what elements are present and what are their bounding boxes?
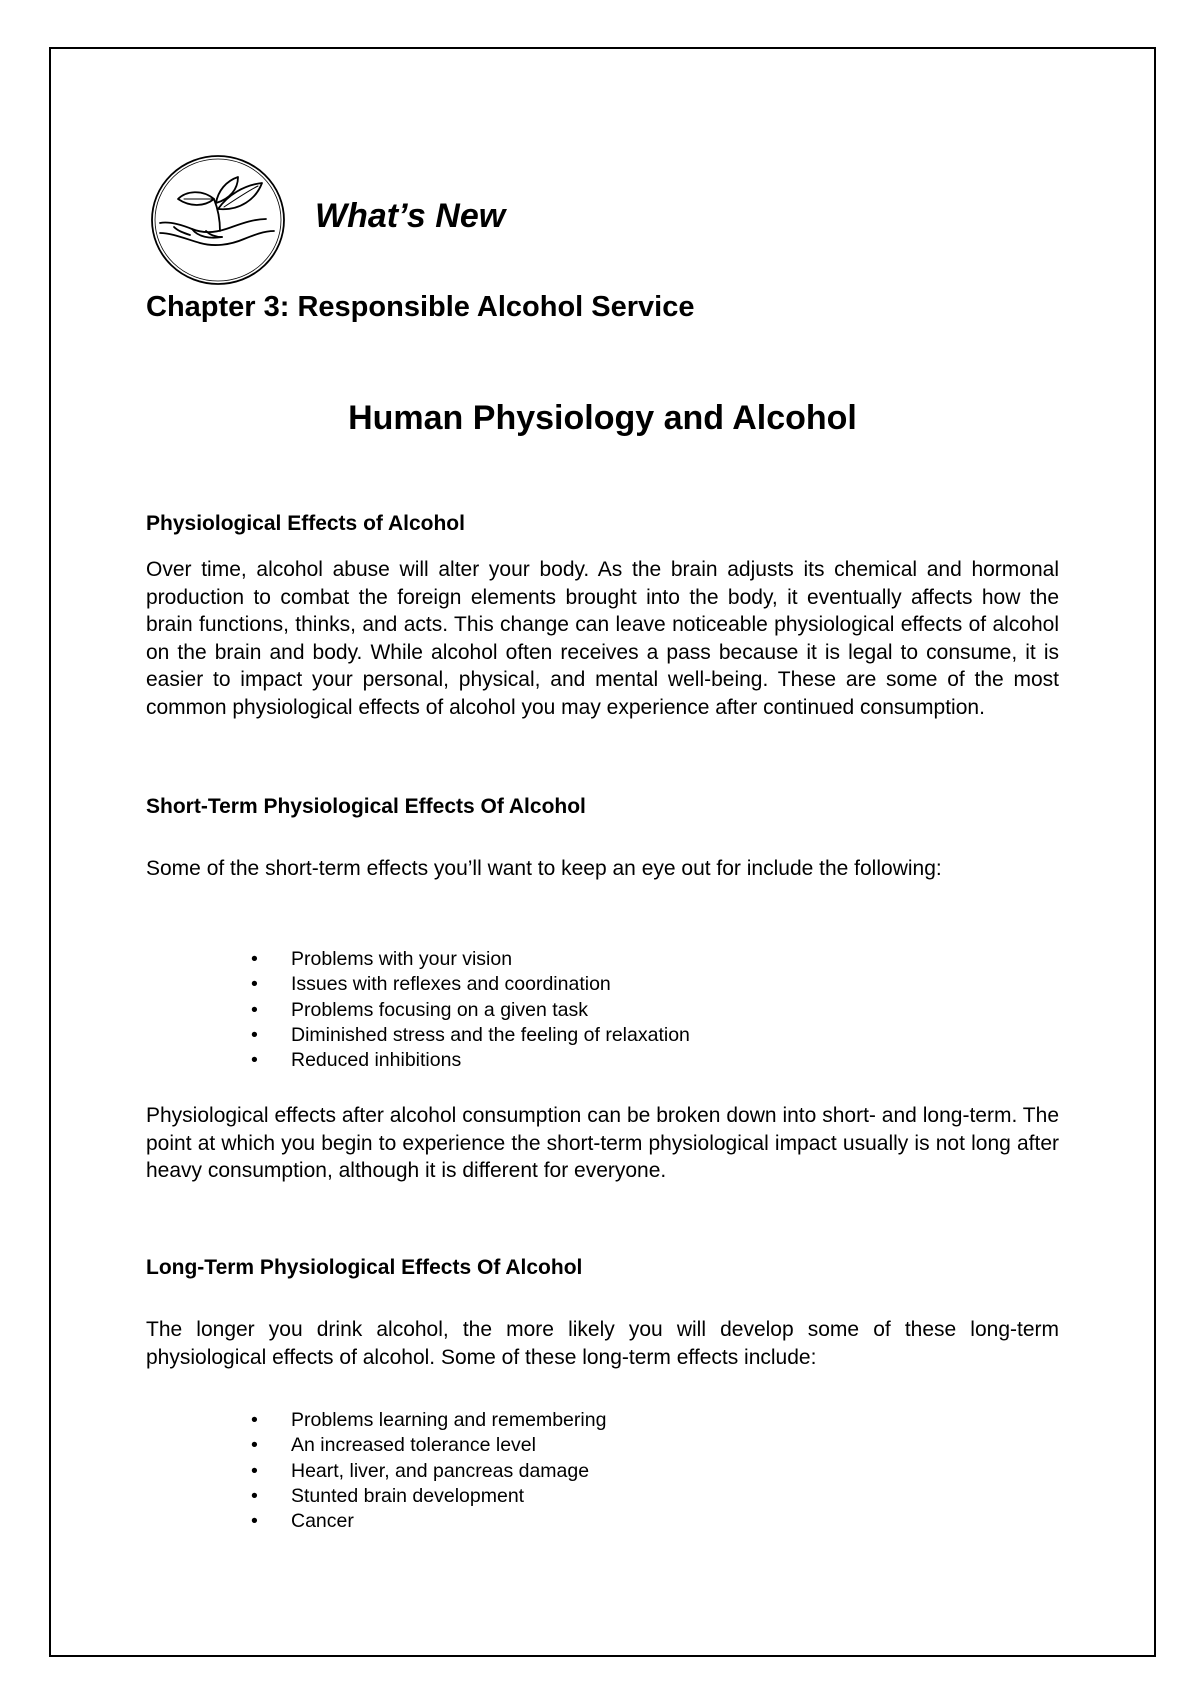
seedling-in-hand-icon — [148, 153, 288, 287]
list-item: • An increased tolerance level — [251, 1433, 606, 1458]
list-item: • Problems learning and remembering — [251, 1408, 606, 1433]
paragraph-long-term-intro: The longer you drink alcohol, the more likely you will develop some of these long-term physiological effects of alcohol. Some of these long-term effects include: — [146, 1318, 1059, 1369]
list-item: • Heart, liver, and pancreas damage — [251, 1459, 606, 1484]
list-item: • Problems focusing on a given task — [251, 998, 690, 1023]
list-item: • Problems with your vision — [251, 947, 690, 972]
long-term-effects-list — [251, 1408, 606, 1534]
list-item: • Diminished stress and the feeling of relaxation — [251, 1023, 690, 1048]
list-item: • Issues with reflexes and coordination — [251, 972, 690, 997]
list-item: • Reduced inhibitions — [251, 1048, 690, 1073]
paragraph-physiological-effects: Over time, alcohol abuse will alter your body. As the brain adjusts its chemical and hormonal production to combat the foreign elements brought into the body, it eventually affects how the brain functions, thinks, and acts. This change can leave noticeable physiological effects of alcohol on the brain and body. While alcohol often receives a pass because it is legal to consume, it is easier to impact your personal, physical, and mental well-being. These are some of the most common physiological effects of alcohol you may experience after continued consumption. — [146, 558, 1059, 719]
list-item: • Stunted brain development — [251, 1484, 606, 1509]
paragraph-short-term-intro: Some of the short-term effects you’ll want to keep an eye out for include the following: — [146, 857, 942, 880]
list-item: • Cancer — [251, 1509, 606, 1534]
short-term-effects-list — [251, 947, 690, 1073]
paragraph-short-term-closing: Physiological effects after alcohol consumption can be broken down into short- and long-term. The point at which you begin to experience the short-term physiological impact usually is not long after heavy consumption, although it is different for everyone. — [146, 1104, 1059, 1183]
heading-long-term-effects: Long-Term Physiological Effects Of Alcohol — [146, 1256, 583, 1279]
heading-short-term-effects: Short-Term Physiological Effects Of Alcohol — [146, 795, 586, 818]
document-title: Human Physiology and Alcohol — [348, 399, 857, 437]
section-label: What’s New — [315, 197, 506, 235]
chapter-title: Chapter 3: Responsible Alcohol Service — [146, 291, 695, 323]
heading-physiological-effects: Physiological Effects of Alcohol — [146, 512, 465, 535]
